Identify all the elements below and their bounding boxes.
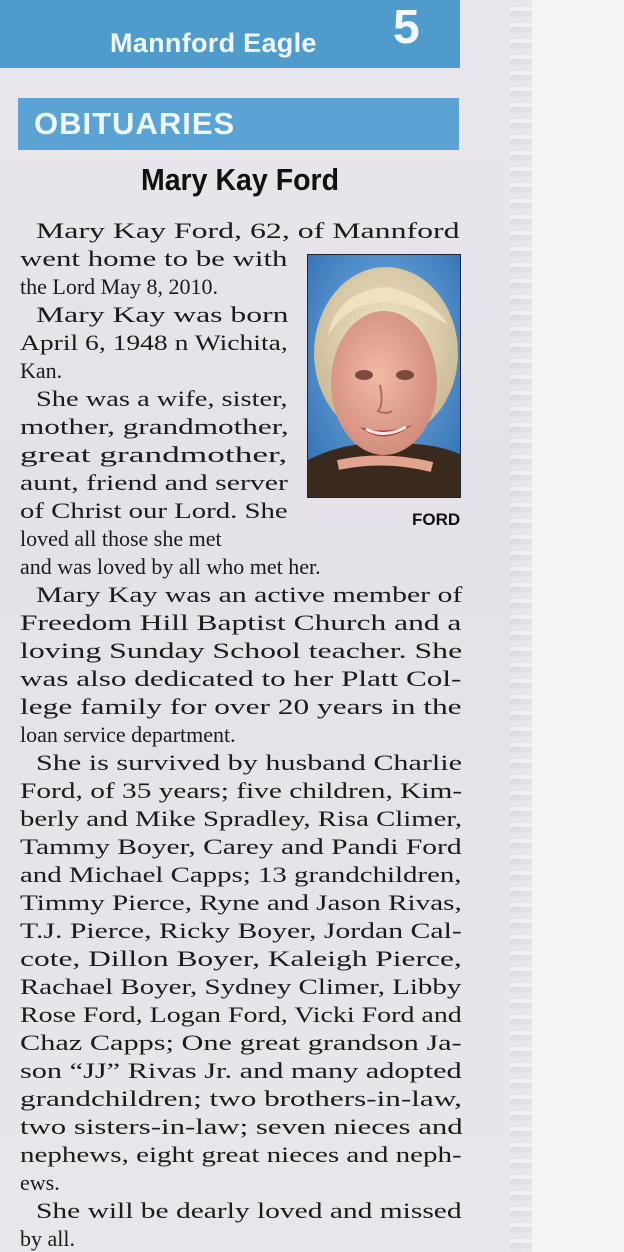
page-number: 5 [393, 1, 420, 54]
obituary-text-line: berly and Mike Spradley, Risa Climer, [20, 806, 463, 831]
obituary-text-line: loan service department. [20, 722, 236, 747]
obituary-text-line: loved all those she met [20, 526, 222, 551]
obituary-text-line: She will be dearly loved and missed [36, 1198, 462, 1223]
obituary-headline: Mary Kay Ford [140, 162, 340, 197]
obituary-text-line: lege family for over 20 years in the [20, 694, 462, 719]
obituary-text-line: by all. [20, 1226, 75, 1251]
obituary-text-line: and was loved by all who met her. [20, 554, 321, 579]
obituary-text-line: She is survived by husband Charlie [36, 750, 463, 775]
obituary-text-line: Mary Kay Ford, 62, of Mannford [36, 218, 460, 243]
section-banner [18, 98, 459, 150]
obituary-text-line: aunt, friend and server [20, 470, 288, 495]
portrait-photo [307, 254, 461, 498]
obituary-text-line: loving Sunday School teacher. She [20, 638, 463, 663]
obituary-text-line: great grandmother, [20, 442, 288, 467]
obituary-text-line: T.J. Pierce, Ricky Boyer, Jordan Cal- [20, 918, 462, 943]
newspaper-name: Mannford Eagle [110, 28, 317, 58]
obituary-text-line: nephews, eight great nieces and neph- [20, 1142, 462, 1167]
obituary-text-line: Mary Kay was born [36, 302, 289, 327]
obituary-text-line: Tammy Boyer, Carey and Pandi Ford [20, 834, 462, 859]
masthead-banner [0, 0, 460, 68]
obituary-text-line: mother, grandmother, [20, 414, 289, 439]
obituary-text-line: of Christ our Lord. She [20, 498, 288, 523]
obituary-text-line: Freedom Hill Baptist Church and a [20, 610, 462, 635]
photo-caption: FORD [412, 510, 461, 529]
obituary-text-line: the Lord May 8, 2010. [20, 274, 218, 299]
obituary-text-line: went home to be with [20, 246, 288, 271]
obituary-text-line: Rachael Boyer, Sydney Climer, Libby [20, 974, 462, 999]
obituary-text-line: two sisters-in-law; seven nieces and [20, 1114, 463, 1139]
obituary-text-line: son “JJ” Rivas Jr. and many adopted [20, 1058, 462, 1083]
obituary-text-line: Mary Kay was an active member of [36, 582, 463, 607]
obituary-text-line: Kan. [20, 358, 63, 383]
torn-paper-edge [510, 0, 532, 1252]
portrait-image [308, 255, 461, 498]
section-title: OBITUARIES [34, 106, 236, 141]
obituary-text-line: Timmy Pierce, Ryne and Jason Rivas, [20, 890, 462, 915]
obituary-text-line: cote, Dillon Boyer, Kaleigh Pierce, [20, 946, 462, 971]
obituary-text-line: was also dedicated to her Platt Col- [20, 666, 462, 691]
obituary-text-line: Chaz Capps; One great grandson Ja- [20, 1030, 462, 1055]
obituary-text-line: ews. [20, 1170, 60, 1195]
obituary-text-line: and Michael Capps; 13 grandchildren, [20, 862, 462, 887]
obituary-text-line: grandchildren; two brothers-in-law, [20, 1086, 462, 1111]
obituary-text-line: April 6, 1948 n Wichita, [20, 330, 288, 355]
obituary-text-line: Rose Ford, Logan Ford, Vicki Ford and [20, 1002, 462, 1027]
obituary-text-line: Ford, of 35 years; five children, Kim- [20, 778, 463, 803]
obituary-text-line: She was a wife, sister, [36, 386, 288, 411]
